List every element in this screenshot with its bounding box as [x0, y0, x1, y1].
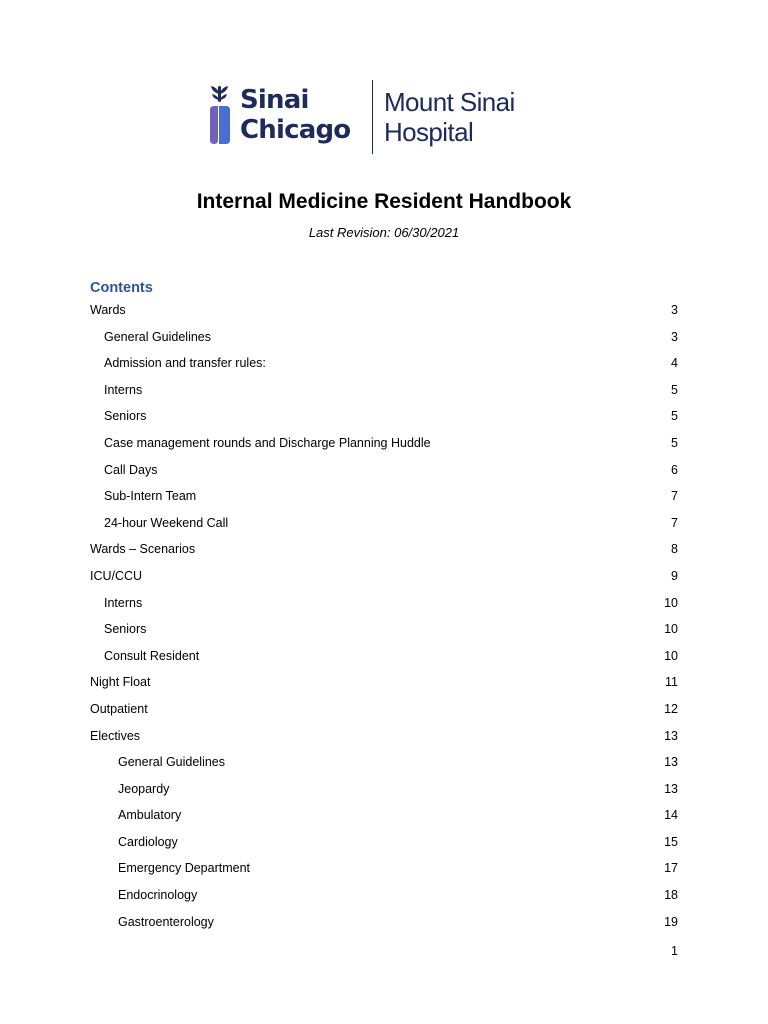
toc-entry-page: 17: [664, 861, 678, 876]
toc-entry-page: 12: [664, 701, 678, 716]
toc-entry[interactable]: [90, 406, 678, 433]
toc-entry-page: 18: [664, 888, 678, 903]
toc-entry-label: Ambulatory: [118, 808, 182, 823]
toc-entry-page: 5: [671, 382, 678, 397]
toc-entry-label: Case management rounds and Discharge Planning Huddle: [104, 435, 431, 450]
toc-entry-label: Consult Resident: [104, 648, 200, 663]
toc-entry[interactable]: [90, 752, 678, 779]
toc-entry-label: Interns: [104, 595, 143, 610]
toc-entry-label: General Guidelines: [118, 755, 226, 770]
toc-entry[interactable]: [90, 726, 678, 753]
toc-entry-page: 11: [665, 675, 678, 690]
toc-entry-label: ICU/CCU: [90, 568, 143, 583]
toc-entry-label: Interns: [104, 382, 143, 397]
sinai-chicago-logo: [206, 80, 526, 160]
toc-entry-label: Call Days: [104, 462, 158, 477]
logo-text-sinai: Sinai: [240, 85, 309, 115]
revision-date: Last Revision: 06/30/2021: [308, 225, 460, 240]
toc-entry-label: Seniors: [104, 622, 147, 637]
toc-entry[interactable]: [90, 327, 678, 354]
toc-entry[interactable]: [90, 779, 678, 806]
toc-entry-label: Wards: [90, 303, 126, 317]
page-number: 1: [671, 944, 678, 958]
toc-entry[interactable]: [90, 858, 678, 885]
toc-entry-page: 3: [671, 303, 678, 317]
toc-entry[interactable]: [90, 380, 678, 407]
logo-text-mount-sinai: Mount Sinai: [384, 87, 515, 117]
toc-entry[interactable]: [90, 619, 678, 646]
toc-entry[interactable]: [90, 646, 678, 673]
toc-entry[interactable]: [90, 539, 678, 566]
toc-entry-page: 6: [671, 462, 678, 477]
toc-entry-label: Electives: [90, 728, 141, 743]
toc-entry-page: 13: [664, 755, 678, 770]
toc-entry-page: 14: [664, 808, 678, 823]
contents-heading: Contents: [90, 280, 153, 296]
table-of-contents: [90, 300, 678, 938]
toc-entry-page: 10: [664, 595, 678, 610]
toc-entry-page: 3: [671, 329, 678, 344]
logo-text-hospital: Hospital: [384, 117, 474, 147]
toc-entry[interactable]: [90, 593, 678, 620]
toc-entry-label: Cardiology: [118, 834, 178, 849]
toc-entry[interactable]: [90, 460, 678, 487]
toc-entry[interactable]: [90, 699, 678, 726]
toc-entry-page: 5: [671, 435, 678, 450]
toc-entry-label: Night Float: [90, 675, 151, 690]
toc-entry-page: 15: [664, 834, 678, 849]
toc-entry[interactable]: [90, 832, 678, 859]
toc-entry-label: Jeopardy: [118, 781, 170, 796]
toc-entry[interactable]: [90, 300, 678, 327]
toc-entry-page: 7: [671, 489, 678, 504]
toc-entry-page: 8: [671, 542, 678, 557]
toc-entry[interactable]: [90, 433, 678, 460]
toc-entry-label: Seniors: [104, 409, 147, 424]
toc-entry-label: Sub-Intern Team: [104, 489, 197, 504]
toc-entry-page: 4: [671, 356, 678, 371]
sinai-logo-mark-icon: [206, 84, 234, 146]
toc-entry-page: 13: [664, 781, 678, 796]
toc-entry[interactable]: [90, 566, 678, 593]
toc-entry-label: 24-hour Weekend Call: [104, 515, 229, 530]
toc-entry-label: General Guidelines: [104, 329, 212, 344]
toc-entry-page: 10: [664, 648, 678, 663]
toc-entry[interactable]: [90, 353, 678, 380]
toc-entry[interactable]: [90, 486, 678, 513]
toc-entry[interactable]: [90, 885, 678, 912]
toc-entry-page: 9: [671, 568, 678, 583]
toc-entry-page: 5: [671, 409, 678, 424]
document-title: Internal Medicine Resident Handbook: [196, 190, 572, 213]
toc-entry[interactable]: [90, 805, 678, 832]
logo-text-chicago: Chicago: [240, 115, 351, 145]
toc-entry-page: 7: [671, 515, 678, 530]
toc-entry-label: Admission and transfer rules:: [104, 356, 266, 371]
toc-entry-label: Emergency Department: [118, 861, 251, 876]
toc-entry-page: 10: [664, 622, 678, 637]
toc-entry-page: 13: [664, 728, 678, 743]
toc-entry-label: Endocrinology: [118, 888, 198, 903]
toc-entry[interactable]: [90, 672, 678, 699]
toc-entry-label: Gastroenterology: [118, 914, 214, 929]
toc-entry-label: Outpatient: [90, 701, 148, 716]
logo-divider: [372, 80, 373, 154]
toc-entry[interactable]: [90, 912, 678, 939]
toc-entry-label: Wards – Scenarios: [90, 542, 196, 557]
toc-entry-page: 19: [664, 914, 678, 929]
toc-entry[interactable]: [90, 513, 678, 540]
